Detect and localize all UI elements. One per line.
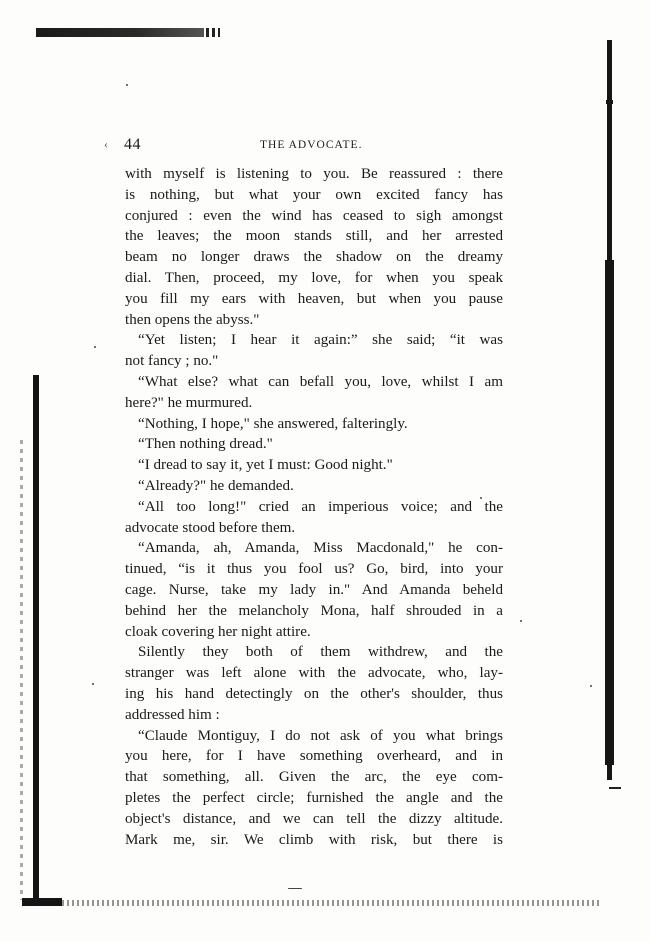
- text-line: dial. Then, proceed, my love, for when you speak: [125, 269, 503, 286]
- text-line: “Already?" he demanded.: [138, 477, 294, 494]
- margin-mark: ‹: [104, 137, 108, 151]
- running-head: [104, 136, 504, 156]
- text-line: you here, for I have something overheard, and in: [125, 748, 503, 765]
- scan-edge-bottom: [22, 900, 602, 906]
- text-line: “Nothing, I hope," she answered, falteringly.: [138, 415, 408, 432]
- text-line: cage. Nurse, take my lady in." And Amanda beheld: [125, 581, 503, 598]
- body-text: [125, 164, 503, 850]
- scan-edge-top-dots: [206, 28, 220, 37]
- text-line: stranger was left alone with the advocate, who, lay-: [125, 665, 503, 682]
- text-line: “Yet listen; I hear it again:” she said; “it was: [138, 332, 503, 349]
- scan-edge-bottom-dark: [22, 898, 62, 906]
- scan-edge-right-tick: [606, 100, 613, 104]
- scan-speck: [126, 84, 128, 86]
- text-line: “I dread to say it, yet I must: Good night.": [138, 457, 393, 474]
- scan-edge-left-faint: [20, 440, 23, 900]
- scan-speck: [94, 346, 96, 348]
- text-line: with myself is listening to you. Be reassured : there: [125, 166, 503, 182]
- text-line: Mark me, sir. We climb with risk, but there is: [125, 831, 503, 848]
- text-line: “All too long!" cried an imperious voice; and the: [138, 498, 503, 515]
- text-line: “Then nothing dread.": [138, 436, 273, 453]
- text-line: advocate stood before them.: [125, 519, 296, 536]
- text-line: “What else? what can befall you, love, whilst I am: [138, 373, 503, 390]
- scan-speck: [288, 888, 302, 889]
- scan-speck: [92, 683, 94, 685]
- text-line: Silently they both of them withdrew, and the: [138, 644, 503, 661]
- text-line: “Claude Montiguy, I do not ask of you what brings: [138, 727, 503, 744]
- text-line: addressed him :: [125, 706, 220, 723]
- scan-edge-right-dash: [609, 787, 621, 789]
- text-line: not fancy ; no.": [125, 353, 219, 370]
- scan-edge-left: [33, 375, 39, 900]
- text-line: that something, all. Given the arc, the eye com-: [125, 769, 503, 786]
- text-line: you fill my ears with heaven, but when you pause: [125, 290, 503, 307]
- scan-speck: [590, 685, 592, 687]
- text-line: tinued, “is it thus you fool us? Go, bird, into your: [125, 561, 503, 578]
- scan-speck: [520, 620, 522, 622]
- text-line: pletes the perfect circle; furnished the angle and the: [125, 789, 503, 806]
- running-title: THE ADVOCATE.: [260, 139, 363, 151]
- text-line: ing his hand detectingly on the other's shoulder, thus: [125, 685, 503, 702]
- scan-edge-top: [36, 28, 204, 37]
- scan-edge-right-thick: [605, 260, 614, 765]
- text-line: “Amanda, ah, Amanda, Miss Macdonald," he con-: [138, 540, 503, 557]
- text-line: the leaves; the moon stands still, and her arrested: [125, 228, 503, 245]
- text-line: conjured : even the wind has ceased to sigh amongst: [125, 207, 503, 224]
- text-line: beam no longer draws the shadow on the dreamy: [125, 249, 503, 266]
- text-line: object's distance, and we can tell the dizzy altitude.: [125, 810, 503, 827]
- text-line: behind her the melancholy Mona, half shrouded in a: [125, 602, 503, 619]
- page-number: 44: [124, 136, 141, 153]
- text-line: cloak covering her night attire.: [125, 623, 311, 640]
- text-line: here?" he murmured.: [125, 394, 253, 411]
- text-line: is nothing, but what your own excited fancy has: [125, 186, 503, 203]
- text-line: then opens the abyss.": [125, 311, 260, 328]
